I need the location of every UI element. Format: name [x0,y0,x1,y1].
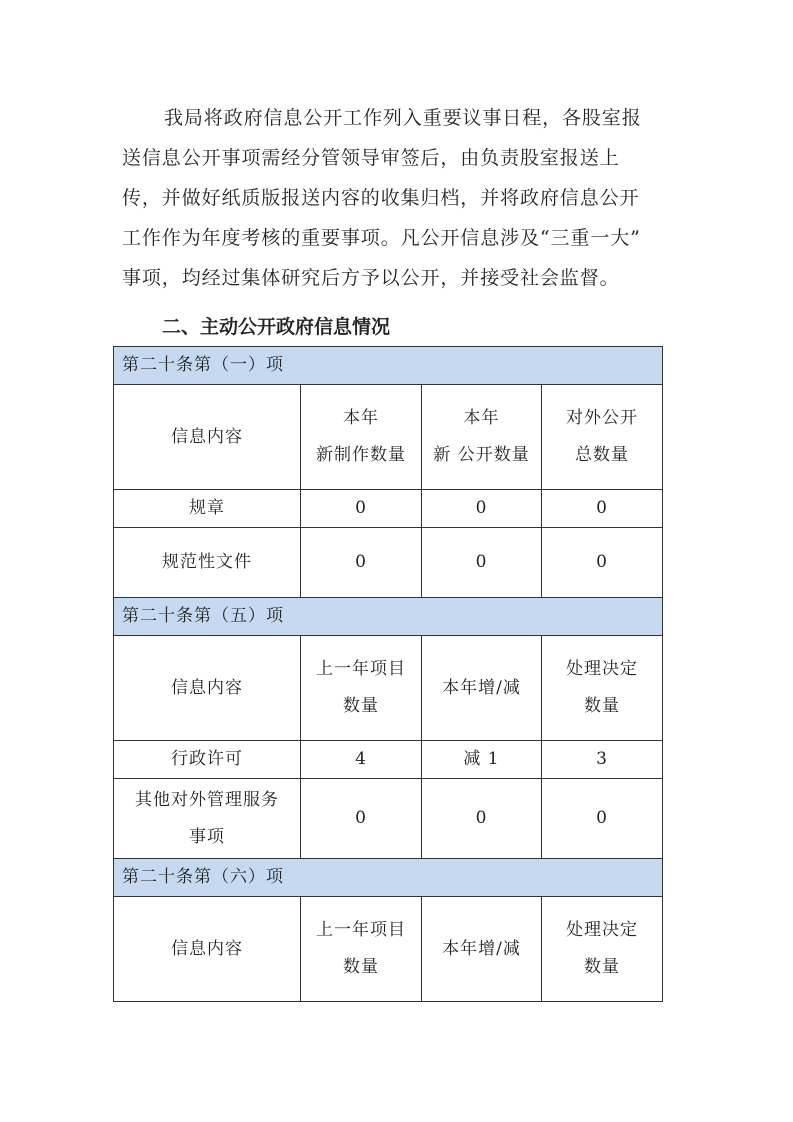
value-cell: 0 [422,779,542,859]
header-cell: 处理决定 数量 [542,897,663,1002]
row-label: 规章 [114,490,301,528]
header-row [114,636,663,741]
section-title-row [114,347,663,385]
paragraph-line: 我局将政府信息公开工作列入重要议事日程，各股室报 [164,107,642,129]
section-title: 第二十条第（六）项 [114,859,663,897]
header-row [114,385,663,490]
header-cell: 对外公开 总数量 [542,385,663,490]
header-cell: 信息内容 [114,636,301,741]
value-cell: 0 [542,490,663,528]
header-cell: 本年 新 公开数量 [422,385,542,490]
header-cell: 信息内容 [114,897,301,1002]
row-label: 规范性文件 [114,528,301,598]
row-label: 其他对外管理服务 事项 [114,779,301,859]
value-cell: 0 [542,528,663,598]
header-cell: 本年 新制作数量 [301,385,422,490]
value-cell: 0 [301,779,422,859]
section-title-row [114,598,663,636]
paragraph-line: 工作作为年度考核的重要事项。凡公开信息涉及“三重一大” [122,227,641,249]
section-title-row [114,859,663,897]
value-cell: 减 1 [422,741,542,779]
value-cell: 0 [422,528,542,598]
section-heading: 二、主动公开政府信息情况 [162,316,391,338]
paragraph-line: 传，并做好纸质版报送内容的收集归档，并将政府信息公开 [122,187,640,209]
header-cell: 本年增/减 [422,636,542,741]
disclosure-table [113,346,663,1002]
header-cell: 上一年项目 数量 [301,636,422,741]
table-row [114,528,663,598]
table-row [114,741,663,779]
paragraph-line: 送信息公开事项需经分管领导审签后，由负责股室报送上 [122,147,620,169]
body-paragraph [122,98,682,298]
header-cell: 处理决定 数量 [542,636,663,741]
section-title: 第二十条第（五）项 [114,598,663,636]
value-cell: 4 [301,741,422,779]
header-cell: 本年增/减 [422,897,542,1002]
value-cell: 0 [422,490,542,528]
section-title: 第二十条第（一）项 [114,347,663,385]
header-row [114,897,663,1002]
row-label: 行政许可 [114,741,301,779]
value-cell: 0 [542,779,663,859]
value-cell: 0 [301,490,422,528]
table-row [114,779,663,859]
paragraph-line: 事项，均经过集体研究后方予以公开，并接受社会监督。 [122,267,620,289]
value-cell: 0 [301,528,422,598]
header-cell: 信息内容 [114,385,301,490]
value-cell: 3 [542,741,663,779]
table-row [114,490,663,528]
header-cell: 上一年项目 数量 [301,897,422,1002]
